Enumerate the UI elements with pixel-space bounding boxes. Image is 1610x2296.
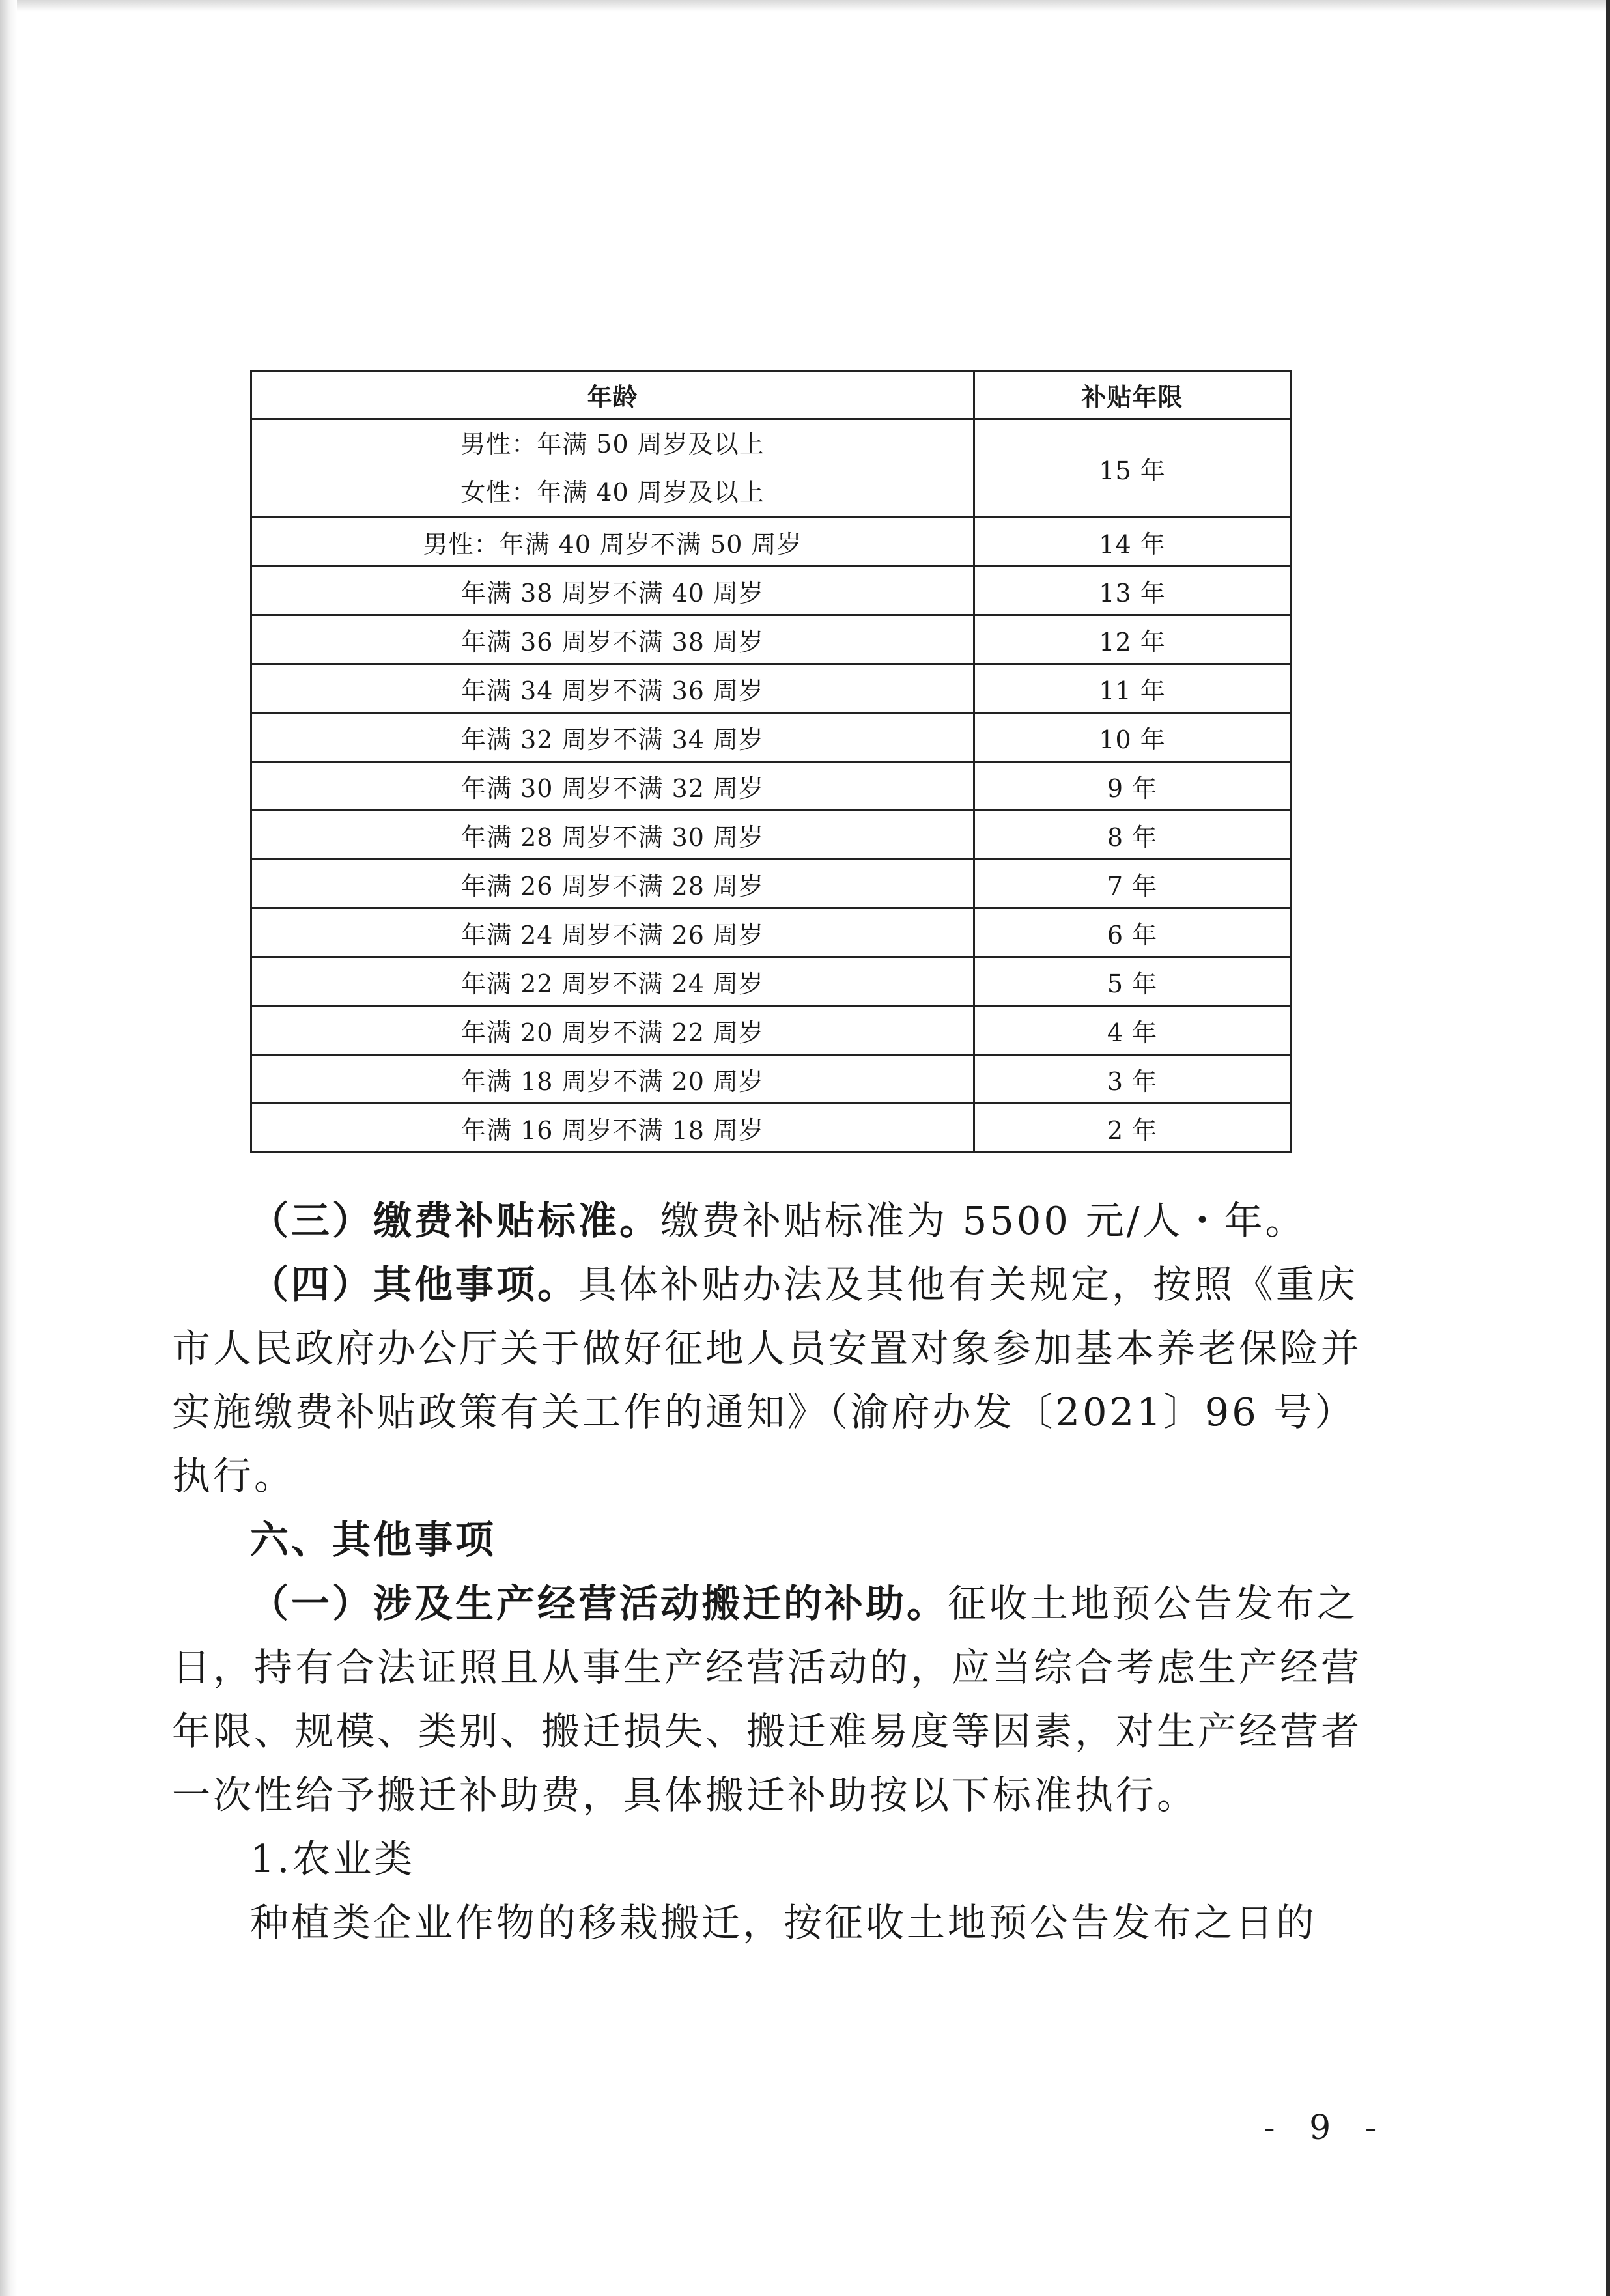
age-cell: 年满 18 周岁不满 20 周岁 (251, 1055, 974, 1104)
table-row (251, 419, 1291, 518)
paragraph-text: 具体补贴办法及其他有关规定，按照《重庆市人民政府办公厅关于做好征地人员安置对象参加基本养老保险并实施缴费补贴政策有关工作的通知》（渝府办发〔2021〕96 号）执行。 (172, 1262, 1363, 1498)
age-cell: 年满 36 周岁不满 38 周岁 (251, 615, 974, 664)
scan-edge-top (0, 0, 1610, 12)
table-row (251, 567, 1291, 615)
table-row (251, 664, 1291, 713)
years-cell: 7 年 (974, 860, 1291, 908)
age-cell: 年满 24 周岁不满 26 周岁 (251, 908, 974, 957)
age-cell: 年满 30 周岁不满 32 周岁 (251, 762, 974, 811)
years-cell: 11 年 (974, 664, 1291, 713)
years-cell: 5 年 (974, 957, 1291, 1006)
paragraph-text: 征收土地预公告发布之日，持有合法证照且从事生产经营活动的，应当综合考虑生产经营年限、规模、类别、搬迁损失、搬迁难易度等因素，对生产经营者一次性给予搬迁补助费，具体搬迁补助按以下标准执行。 (172, 1581, 1363, 1817)
age-line: 女性：年满 40 周岁及以上 (460, 478, 765, 507)
table-row (251, 518, 1291, 567)
table-row (251, 860, 1291, 908)
years-cell: 9 年 (974, 762, 1291, 811)
table-row (251, 908, 1291, 957)
paragraph-text: 缴费补贴标准为 5500 元/人・年。 (660, 1198, 1306, 1243)
age-cell: 年满 34 周岁不满 36 周岁 (251, 664, 974, 713)
subsidy-years-table (250, 370, 1292, 1153)
paragraph-other-matters (172, 1253, 1370, 1508)
age-line: 男性：年满 50 周岁及以上 (460, 430, 765, 458)
paragraph-label: （三）缴费补贴标准。 (250, 1198, 661, 1243)
table-row (251, 615, 1291, 664)
item-heading: 1.农业类 (250, 1836, 416, 1881)
paragraph-label: （一）涉及生产经营活动搬迁的补助。 (250, 1581, 948, 1626)
years-cell: 3 年 (974, 1055, 1291, 1104)
years-cell: 4 年 (974, 1006, 1291, 1055)
years-cell: 6 年 (974, 908, 1291, 957)
years-cell: 13 年 (974, 567, 1291, 615)
paragraph-relocation-subsidy (172, 1572, 1370, 1827)
age-cell: 年满 32 周岁不满 34 周岁 (251, 713, 974, 762)
table-row (251, 957, 1291, 1006)
years-cell: 2 年 (974, 1104, 1291, 1153)
table-row (251, 1104, 1291, 1153)
table-header-row (251, 371, 1291, 419)
age-cell: 年满 20 周岁不满 22 周岁 (251, 1006, 974, 1055)
table-row (251, 713, 1291, 762)
age-cell (251, 419, 974, 518)
years-cell: 15 年 (974, 419, 1291, 518)
paragraph-label: （四）其他事项。 (250, 1262, 579, 1307)
years-cell: 14 年 (974, 518, 1291, 567)
table-row (251, 811, 1291, 860)
paragraph-agriculture: 种植类企业作物的移栽搬迁，按征收土地预公告发布之日的 (250, 1900, 1318, 1945)
years-cell: 8 年 (974, 811, 1291, 860)
page-number: - 9 - (1264, 2108, 1389, 2148)
age-cell: 年满 16 周岁不满 18 周岁 (251, 1104, 974, 1153)
age-cell: 年满 22 周岁不满 24 周岁 (251, 957, 974, 1006)
age-cell: 年满 38 周岁不满 40 周岁 (251, 567, 974, 615)
section-heading: 六、其他事项 (250, 1517, 497, 1562)
age-cell: 男性：年满 40 周岁不满 50 周岁 (251, 518, 974, 567)
table-row (251, 1055, 1291, 1104)
age-cell: 年满 28 周岁不满 30 周岁 (251, 811, 974, 860)
header-age: 年龄 (251, 371, 974, 419)
years-cell: 12 年 (974, 615, 1291, 664)
age-cell: 年满 26 周岁不满 28 周岁 (251, 860, 974, 908)
table-row (251, 1006, 1291, 1055)
header-subsidy-years: 补贴年限 (974, 371, 1291, 419)
scan-edge-right (1606, 0, 1610, 2296)
scan-edge-left (0, 0, 17, 2296)
table-row (251, 762, 1291, 811)
paragraph-contribution-standard (172, 1189, 1370, 1253)
years-cell: 10 年 (974, 713, 1291, 762)
